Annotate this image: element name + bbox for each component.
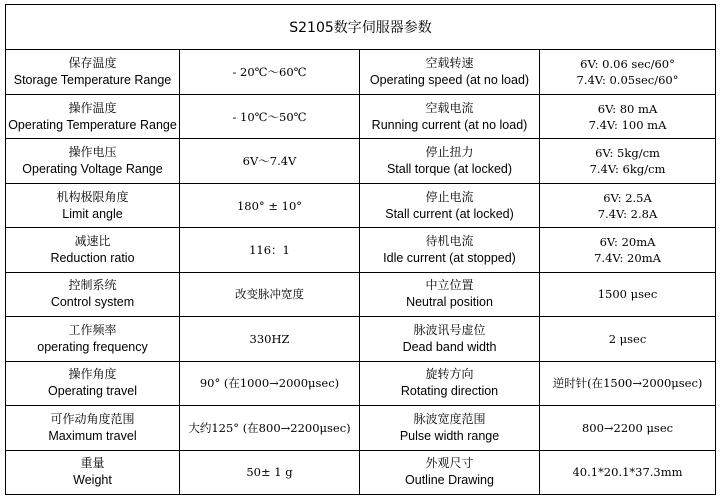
right-param-label bbox=[360, 361, 540, 405]
spec-table-body bbox=[6, 5, 716, 495]
right-param-label bbox=[360, 450, 540, 494]
right-param-name-zh: 脉波宽度范围 bbox=[413, 411, 486, 426]
right-param-value-line: 1500 μsec bbox=[597, 287, 658, 302]
right-param-label bbox=[360, 139, 540, 183]
right-param-value bbox=[540, 317, 716, 361]
left-param-name-zh: 保存温度 bbox=[68, 56, 117, 71]
left-param-value bbox=[180, 183, 360, 227]
left-param-name-zh: 控制系统 bbox=[68, 278, 117, 293]
right-param-value-line: 7.4V: 0.05sec/60° bbox=[576, 73, 679, 88]
left-param-name-zh: 工作频率 bbox=[68, 322, 117, 337]
spec-row bbox=[6, 50, 716, 94]
right-param-value-line: 800→2200 μsec bbox=[581, 420, 674, 435]
left-param-value bbox=[180, 406, 360, 450]
right-param-value bbox=[540, 139, 716, 183]
spec-row bbox=[6, 139, 716, 183]
right-param-name-en: Outline Drawing bbox=[405, 473, 494, 488]
left-param-value-line: - 20℃～60℃ bbox=[232, 65, 307, 80]
left-param-value bbox=[180, 317, 360, 361]
right-param-name-en: Running current (at no load) bbox=[371, 117, 528, 132]
left-param-value bbox=[180, 450, 360, 494]
spec-row bbox=[6, 94, 716, 138]
left-param-value-line: 6V～7.4V bbox=[242, 154, 297, 169]
left-param-value-line: 116：1 bbox=[249, 242, 290, 257]
right-param-label bbox=[360, 228, 540, 272]
right-param-value-line: 6V: 0.06 sec/60° bbox=[580, 57, 675, 72]
right-param-label bbox=[360, 94, 540, 138]
left-param-name-en: Operating Voltage Range bbox=[22, 162, 163, 177]
right-param-name-zh: 旋转方向 bbox=[425, 367, 474, 382]
right-param-value bbox=[540, 183, 716, 227]
left-param-name-zh: 减速比 bbox=[74, 233, 111, 248]
left-param-name-en: Weight bbox=[73, 473, 112, 488]
right-param-name-en: Operating speed (at no load) bbox=[369, 73, 530, 88]
right-param-name-zh: 空载电流 bbox=[425, 100, 474, 115]
right-param-name-zh: 脉波讯号虚位 bbox=[413, 322, 486, 337]
left-param-name-zh: 机构极限角度 bbox=[56, 189, 129, 204]
left-param-value-line: 大约125° (在800→2200μsec) bbox=[188, 420, 351, 435]
right-param-value-line: 7.4V: 20mA bbox=[594, 250, 661, 265]
left-param-name-en: Maximum travel bbox=[48, 428, 137, 443]
left-param-label bbox=[6, 50, 180, 94]
right-param-name-en: Dead band width bbox=[402, 339, 497, 354]
spec-row bbox=[6, 450, 716, 494]
right-param-name-zh: 外观尺寸 bbox=[425, 456, 474, 471]
right-param-value bbox=[540, 406, 716, 450]
left-param-label bbox=[6, 183, 180, 227]
spec-row bbox=[6, 272, 716, 316]
left-param-name-en: Control system bbox=[50, 295, 135, 310]
left-param-value bbox=[180, 94, 360, 138]
right-param-value-line: 6V: 5kg/cm bbox=[595, 146, 660, 161]
left-param-value bbox=[180, 361, 360, 405]
right-param-value bbox=[540, 450, 716, 494]
right-param-label bbox=[360, 50, 540, 94]
left-param-value-line: 90° (在1000→2000μsec) bbox=[199, 376, 340, 391]
left-param-name-en: Reduction ratio bbox=[50, 250, 135, 265]
right-param-name-en: Stall current (at locked) bbox=[385, 206, 514, 221]
right-param-value-line: 6V: 2.5A bbox=[603, 190, 652, 205]
title-row bbox=[6, 5, 716, 50]
spec-row bbox=[6, 183, 716, 227]
right-param-name-zh: 待机电流 bbox=[425, 233, 474, 248]
right-param-value-line: 2 μsec bbox=[608, 331, 647, 346]
left-param-value bbox=[180, 228, 360, 272]
right-param-name-en: Pulse width range bbox=[399, 428, 500, 443]
right-param-value-line: 6V: 80 mA bbox=[597, 101, 658, 116]
left-param-label bbox=[6, 94, 180, 138]
left-param-value bbox=[180, 272, 360, 316]
table-title: S2105数字伺服器参数 bbox=[6, 5, 716, 50]
left-param-name-zh: 可作动角度范围 bbox=[50, 411, 135, 426]
spec-row bbox=[6, 228, 716, 272]
left-param-name-en: Operating travel bbox=[48, 384, 137, 399]
right-param-value-line: 6V: 20mA bbox=[599, 234, 656, 249]
left-param-value bbox=[180, 139, 360, 183]
right-param-name-en: Stall torque (at locked) bbox=[386, 162, 513, 177]
right-param-name-en: Neutral position bbox=[406, 295, 493, 310]
right-param-value bbox=[540, 361, 716, 405]
right-param-name-en: Idle current (at stopped) bbox=[383, 250, 516, 265]
right-param-label bbox=[360, 183, 540, 227]
left-param-value-line: 50± 1 g bbox=[246, 465, 293, 480]
right-param-value-line: 7.4V: 6kg/cm bbox=[589, 162, 666, 177]
left-param-label bbox=[6, 450, 180, 494]
left-param-name-en: Operating Temperature Range bbox=[8, 117, 177, 132]
right-param-label bbox=[360, 406, 540, 450]
right-param-value-line: 40.1*20.1*37.3mm bbox=[572, 465, 683, 480]
right-param-value bbox=[540, 50, 716, 94]
spec-row bbox=[6, 406, 716, 450]
left-param-name-en: Limit angle bbox=[62, 206, 123, 221]
left-param-label bbox=[6, 317, 180, 361]
left-param-name-zh: 操作电压 bbox=[68, 145, 117, 160]
left-param-label bbox=[6, 228, 180, 272]
right-param-name-zh: 停止扭力 bbox=[425, 145, 474, 160]
left-param-value-line: 180° ± 10° bbox=[236, 198, 303, 213]
right-param-value-line: 7.4V: 2.8A bbox=[597, 206, 658, 221]
left-param-value-line: 330HZ bbox=[249, 331, 290, 346]
spec-row bbox=[6, 317, 716, 361]
spec-table bbox=[5, 4, 716, 495]
left-param-label bbox=[6, 272, 180, 316]
left-param-label bbox=[6, 139, 180, 183]
left-param-name-zh: 操作温度 bbox=[68, 100, 117, 115]
left-param-name-en: Storage Temperature Range bbox=[13, 73, 172, 88]
right-param-name-zh: 中立位置 bbox=[425, 278, 474, 293]
spec-row bbox=[6, 361, 716, 405]
left-param-label bbox=[6, 406, 180, 450]
right-param-label bbox=[360, 317, 540, 361]
right-param-name-zh: 停止电流 bbox=[425, 189, 474, 204]
right-param-name-en: Rotating direction bbox=[400, 384, 499, 399]
left-param-value bbox=[180, 50, 360, 94]
left-param-label bbox=[6, 361, 180, 405]
right-param-name-zh: 空载转速 bbox=[425, 56, 474, 71]
right-param-value-line: 逆时针(在1500→2000μsec) bbox=[552, 376, 703, 391]
right-param-label bbox=[360, 272, 540, 316]
left-param-name-en: operating frequency bbox=[37, 339, 148, 354]
left-param-name-zh: 重量 bbox=[80, 456, 105, 471]
right-param-value bbox=[540, 228, 716, 272]
left-param-name-zh: 操作角度 bbox=[68, 367, 117, 382]
right-param-value bbox=[540, 272, 716, 316]
right-param-value bbox=[540, 94, 716, 138]
left-param-value-line: - 10℃～50℃ bbox=[232, 109, 307, 124]
right-param-value-line: 7.4V: 100 mA bbox=[588, 117, 667, 132]
left-param-value-line: 改变脉冲宽度 bbox=[235, 287, 304, 302]
